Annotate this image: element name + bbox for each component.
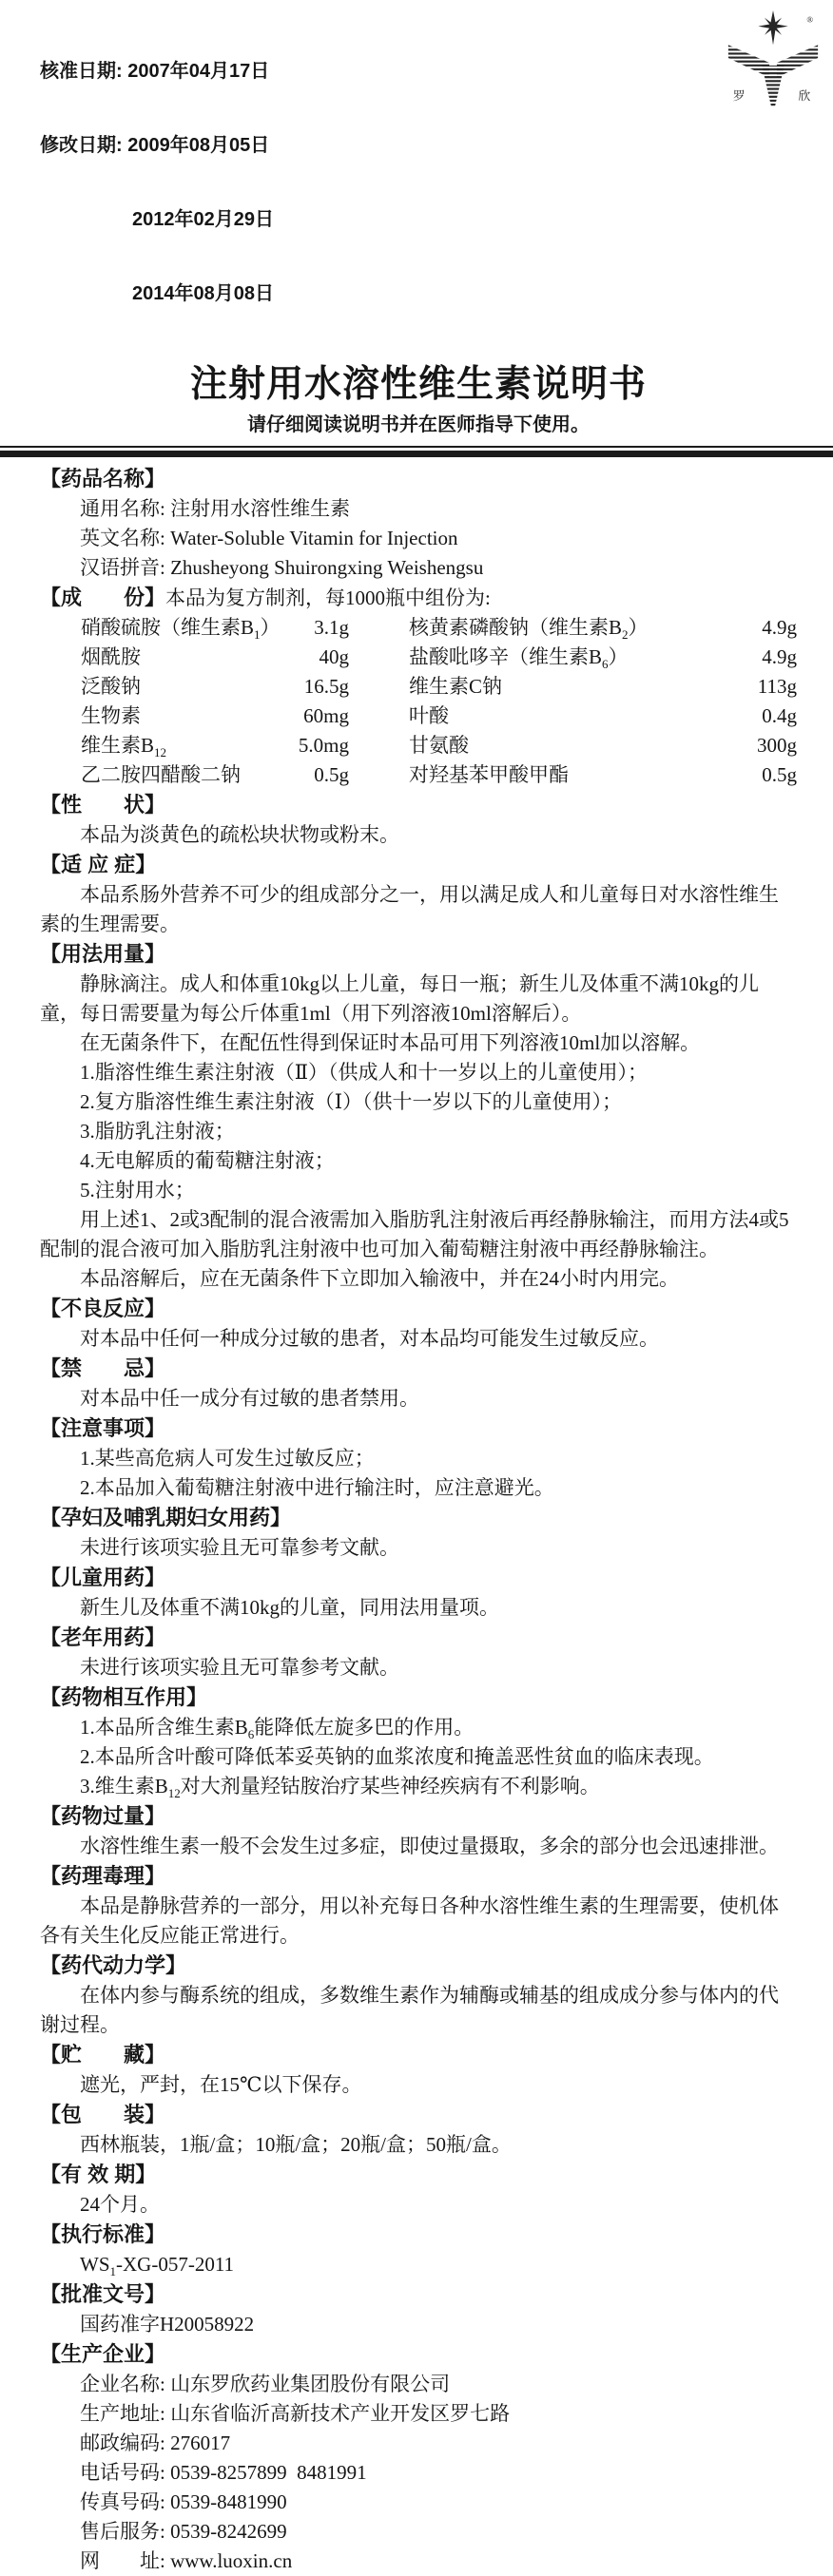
composition-row bbox=[40, 760, 797, 790]
section-heading bbox=[40, 583, 797, 613]
section bbox=[40, 1294, 797, 1354]
paragraph: 3.维生素$B_{12}$对大剂量羟钴胺治疗某些神经疾病有不利影响。 bbox=[80, 1775, 600, 1801]
section bbox=[40, 1682, 797, 1801]
paragraph: 1.脂溶性维生素注射液（Ⅱ）（供成人和十一岁以上的儿童使用）； bbox=[80, 1061, 649, 1084]
section bbox=[40, 790, 797, 850]
section-heading bbox=[40, 1294, 797, 1324]
paragraph: 1.某些高危病人可发生过敏反应； bbox=[80, 1447, 375, 1470]
paragraph: 英文名称: Water-Soluble Vitamin for Injection bbox=[80, 527, 458, 549]
section-heading bbox=[40, 1354, 797, 1384]
section-heading bbox=[40, 464, 797, 494]
section-heading bbox=[40, 1413, 797, 1444]
section-heading bbox=[40, 1861, 797, 1892]
ingredient-amount: 5.0mg bbox=[298, 734, 349, 757]
section bbox=[40, 850, 797, 939]
ingredient-amount: 0.5g bbox=[314, 763, 349, 786]
paragraph: 西林瓶装，1瓶/盒；10瓶/盒；20瓶/盒；50瓶/盒。 bbox=[80, 2133, 512, 2156]
revision-date-line-3: 2014年08月08日 bbox=[132, 283, 274, 304]
section-heading bbox=[40, 2160, 797, 2190]
section-title: 【药物相互作用】 bbox=[40, 1685, 208, 1709]
paragraph: 售后服务: 0539-8242699 bbox=[80, 2520, 287, 2543]
ingredient-name: 泛酸钠 bbox=[81, 675, 141, 698]
paragraph: 水溶性维生素一般不会发生过多症，即使过量摄取，多余的部分也会迅速排泄。 bbox=[80, 1835, 779, 1857]
ingredient-amount: 4.9g bbox=[762, 645, 797, 668]
section bbox=[40, 2040, 797, 2100]
paragraph: 汉语拼音: Zhusheyong Shuirongxing Weishengsu bbox=[80, 556, 484, 579]
section bbox=[40, 1354, 797, 1413]
section-title: 【药品名称】 bbox=[40, 467, 166, 490]
section-title: 【禁 忌】 bbox=[40, 1356, 166, 1380]
paragraph: 3.脂肪乳注射液； bbox=[80, 1120, 235, 1143]
section-heading bbox=[40, 1951, 797, 1981]
paragraph: 电话号码: 0539-8257899 8481991 bbox=[80, 2461, 367, 2484]
ingredient-amount: 3.1g bbox=[314, 616, 349, 639]
paragraph: 本品是静脉营养的一部分，用以补充每日各种水溶性维生素的生理需要，使机体各有关生化反应能正常进行。 bbox=[40, 1894, 779, 1947]
paragraph: 本品为淡黄色的疏松块状物或粉末。 bbox=[80, 823, 399, 846]
paragraph: 用上述1、2或3配制的混合液需加入脂肪乳注射液后再经静脉输注，而用方法4或5配制的混合液可加入脂肪乳注射液中也可加入葡萄糖注射液中再经静脉输注。 bbox=[40, 1208, 789, 1260]
revision-date-line: 修改日期: 2009年08月05日 bbox=[40, 135, 270, 156]
paragraph: 静脉滴注。成人和体重10kg以上儿童，每日一瓶；新生儿及体重不满10kg的儿童，每日需要量为每公斤体重1ml（用下列溶液10ml溶解后）。 bbox=[40, 972, 759, 1025]
ingredient-amount: 60mg bbox=[303, 704, 349, 727]
section-title: 【批准文号】 bbox=[40, 2282, 166, 2306]
section bbox=[40, 2160, 797, 2220]
star-icon bbox=[756, 10, 790, 45]
section-heading bbox=[40, 850, 797, 880]
section-title: 【不良反应】 bbox=[40, 1297, 166, 1320]
paragraph: 对本品中任一成分有过敏的患者禁用。 bbox=[80, 1387, 419, 1410]
paragraph: 2.本品加入葡萄糖注射液中进行输注时，应注意避光。 bbox=[80, 1476, 554, 1499]
section-title: 【药物过量】 bbox=[40, 1804, 166, 1828]
paragraph: 2.复方脂溶性维生素注射液（Ⅰ）（供十一岁以下的儿童使用）； bbox=[80, 1090, 623, 1113]
dates-block bbox=[40, 10, 797, 356]
section-heading bbox=[40, 1503, 797, 1533]
composition-row bbox=[40, 731, 797, 760]
ingredient-name: 维生素$B_{12}$ bbox=[81, 734, 167, 760]
paragraph: 2.本品所含叶酸可降低苯妥英钠的血浆浓度和掩盖恶性贫血的临床表现。 bbox=[80, 1745, 714, 1768]
section-title: 【执行标准】 bbox=[40, 2222, 166, 2246]
section bbox=[40, 939, 797, 1294]
section bbox=[40, 2339, 797, 2576]
paragraph: 1.本品所含维生素$B_6$能降低左旋多巴的作用。 bbox=[80, 1716, 475, 1742]
section bbox=[40, 2100, 797, 2160]
section-heading bbox=[40, 1801, 797, 1832]
paragraph: 邮政编码: 276017 bbox=[80, 2432, 231, 2454]
ingredient-name: 对羟基苯甲酸甲酯 bbox=[409, 763, 569, 786]
composition-row bbox=[40, 702, 797, 731]
ingredient-amount: 0.5g bbox=[762, 763, 797, 786]
composition-row bbox=[40, 672, 797, 702]
composition-row bbox=[40, 643, 797, 672]
paragraph: 在体内参与酶系统的组成，多数维生素作为辅酶或辅基的组成成分参与体内的代谢过程。 bbox=[40, 1984, 779, 2036]
revision-date-line-2: 2012年02月29日 bbox=[132, 209, 274, 230]
approval-date-line: 核准日期: 2007年04月17日 bbox=[40, 61, 270, 82]
section-heading bbox=[40, 2100, 797, 2130]
paragraph: 新生儿及体重不满10kg的儿童，同用法用量项。 bbox=[80, 1596, 499, 1619]
paragraph: 未进行该项实验且无可靠参考文献。 bbox=[80, 1656, 399, 1679]
ingredient-name: 甘氨酸 bbox=[409, 734, 469, 757]
ingredient-name: 生物素 bbox=[81, 704, 141, 727]
section-title: 【包 装】 bbox=[40, 2103, 166, 2126]
paragraph: 网 址: www.luoxin.cn bbox=[80, 2549, 293, 2572]
ingredient-amount: 4.9g bbox=[762, 616, 797, 639]
section-title: 【药理毒理】 bbox=[40, 1864, 166, 1888]
ingredient-name: 盐酸吡哆辛（维生素$B_6$） bbox=[409, 645, 629, 672]
composition-row bbox=[40, 613, 797, 643]
paragraph: 遮光，严封，在15℃以下保存。 bbox=[80, 2073, 362, 2096]
paragraph: 本品溶解后，应在无菌条件下立即加入输液中，并在24小时内用完。 bbox=[80, 1267, 679, 1290]
section-heading bbox=[40, 2040, 797, 2070]
section-title: 【药代动力学】 bbox=[40, 1953, 187, 1977]
section bbox=[40, 2279, 797, 2339]
paragraph: 传真号码: 0539-8481990 bbox=[80, 2490, 287, 2513]
ingredient-name: 硝酸硫胺（维生素$B_1$） bbox=[81, 616, 281, 643]
section-title: 【有 效 期】 bbox=[40, 2163, 157, 2186]
paragraph: 4.无电解质的葡萄糖注射液； bbox=[80, 1149, 335, 1172]
divider-thick bbox=[0, 451, 833, 457]
registered-mark: ® bbox=[806, 14, 814, 25]
section bbox=[40, 1801, 797, 1861]
paragraph: 国药准字H20058922 bbox=[80, 2313, 255, 2336]
paragraph: $WS_1-XG-057-2011$ bbox=[80, 2253, 235, 2279]
section-heading bbox=[40, 1682, 797, 1713]
section-heading bbox=[40, 939, 797, 970]
section-heading bbox=[40, 1563, 797, 1593]
divider-thin bbox=[0, 446, 833, 448]
section-heading bbox=[40, 2279, 797, 2310]
ingredient-name: 叶酸 bbox=[409, 704, 449, 727]
sections bbox=[40, 464, 797, 2576]
section bbox=[40, 1563, 797, 1623]
paragraph: 企业名称: 山东罗欣药业集团股份有限公司 bbox=[80, 2373, 451, 2395]
paragraph: 未进行该项实验且无可靠参考文献。 bbox=[80, 1536, 399, 1559]
paragraph: 通用名称: 注射用水溶性维生素 bbox=[80, 497, 351, 520]
section-heading bbox=[40, 790, 797, 820]
ingredient-amount: 16.5g bbox=[303, 675, 349, 698]
section bbox=[40, 2220, 797, 2279]
section-title: 【成 份】 bbox=[40, 586, 166, 609]
ingredient-amount: 40g bbox=[319, 645, 349, 668]
section bbox=[40, 1951, 797, 2040]
section-title: 【老年用药】 bbox=[40, 1625, 166, 1649]
paragraph: 生产地址: 山东省临沂高新技术产业开发区罗七路 bbox=[80, 2402, 511, 2425]
logo-char-left: 罗 bbox=[732, 89, 746, 104]
section bbox=[40, 1861, 797, 1951]
section bbox=[40, 1623, 797, 1682]
section bbox=[40, 1413, 797, 1503]
section-inline-text: 本品为复方制剂，每1000瓶中组份为: bbox=[165, 586, 491, 609]
section-title: 【性 状】 bbox=[40, 793, 166, 817]
section-heading bbox=[40, 1623, 797, 1653]
ingredient-name: 乙二胺四醋酸二钠 bbox=[81, 763, 241, 786]
section bbox=[40, 1503, 797, 1563]
ingredient-amount: 300g bbox=[757, 734, 797, 757]
section bbox=[40, 464, 797, 583]
section-title: 【孕妇及哺乳期妇女用药】 bbox=[40, 1506, 292, 1529]
paragraph: 24个月。 bbox=[80, 2193, 160, 2216]
luoxin-logo bbox=[725, 10, 822, 112]
paragraph: 5.注射用水； bbox=[80, 1179, 195, 1201]
section-title: 【儿童用药】 bbox=[40, 1566, 166, 1589]
section-title: 【贮 藏】 bbox=[40, 2043, 166, 2067]
paragraph: 本品系肠外营养不可少的组成部分之一，用以满足成人和儿童每日对水溶性维生素的生理需要。 bbox=[40, 883, 779, 935]
section-title: 【适 应 症】 bbox=[40, 853, 157, 876]
section-title: 【注意事项】 bbox=[40, 1416, 166, 1440]
section-title: 【生产企业】 bbox=[40, 2342, 166, 2366]
ingredient-amount: 0.4g bbox=[762, 704, 797, 727]
page-title: 注射用水溶性维生素说明书 bbox=[189, 364, 647, 405]
page-subtitle: 请仔细阅读说明书并在医师指导下使用。 bbox=[247, 414, 590, 435]
paragraph: 对本品中任何一种成分过敏的患者，对本品均可能发生过敏反应。 bbox=[80, 1327, 659, 1350]
ingredient-name: 核黄素磷酸钠（维生素$B_2$） bbox=[409, 616, 649, 643]
section-heading bbox=[40, 2220, 797, 2250]
section-heading bbox=[40, 2339, 797, 2370]
section-title: 【用法用量】 bbox=[40, 942, 166, 966]
ingredient-name: 烟酰胺 bbox=[81, 645, 141, 668]
paragraph: 在无菌条件下，在配伍性得到保证时本品可用下列溶液10ml加以溶解。 bbox=[80, 1031, 701, 1054]
logo-char-right: 欣 bbox=[798, 89, 811, 104]
ingredient-amount: 113g bbox=[757, 675, 797, 698]
section bbox=[40, 583, 797, 790]
ingredient-name: 维生素C钠 bbox=[409, 675, 503, 698]
